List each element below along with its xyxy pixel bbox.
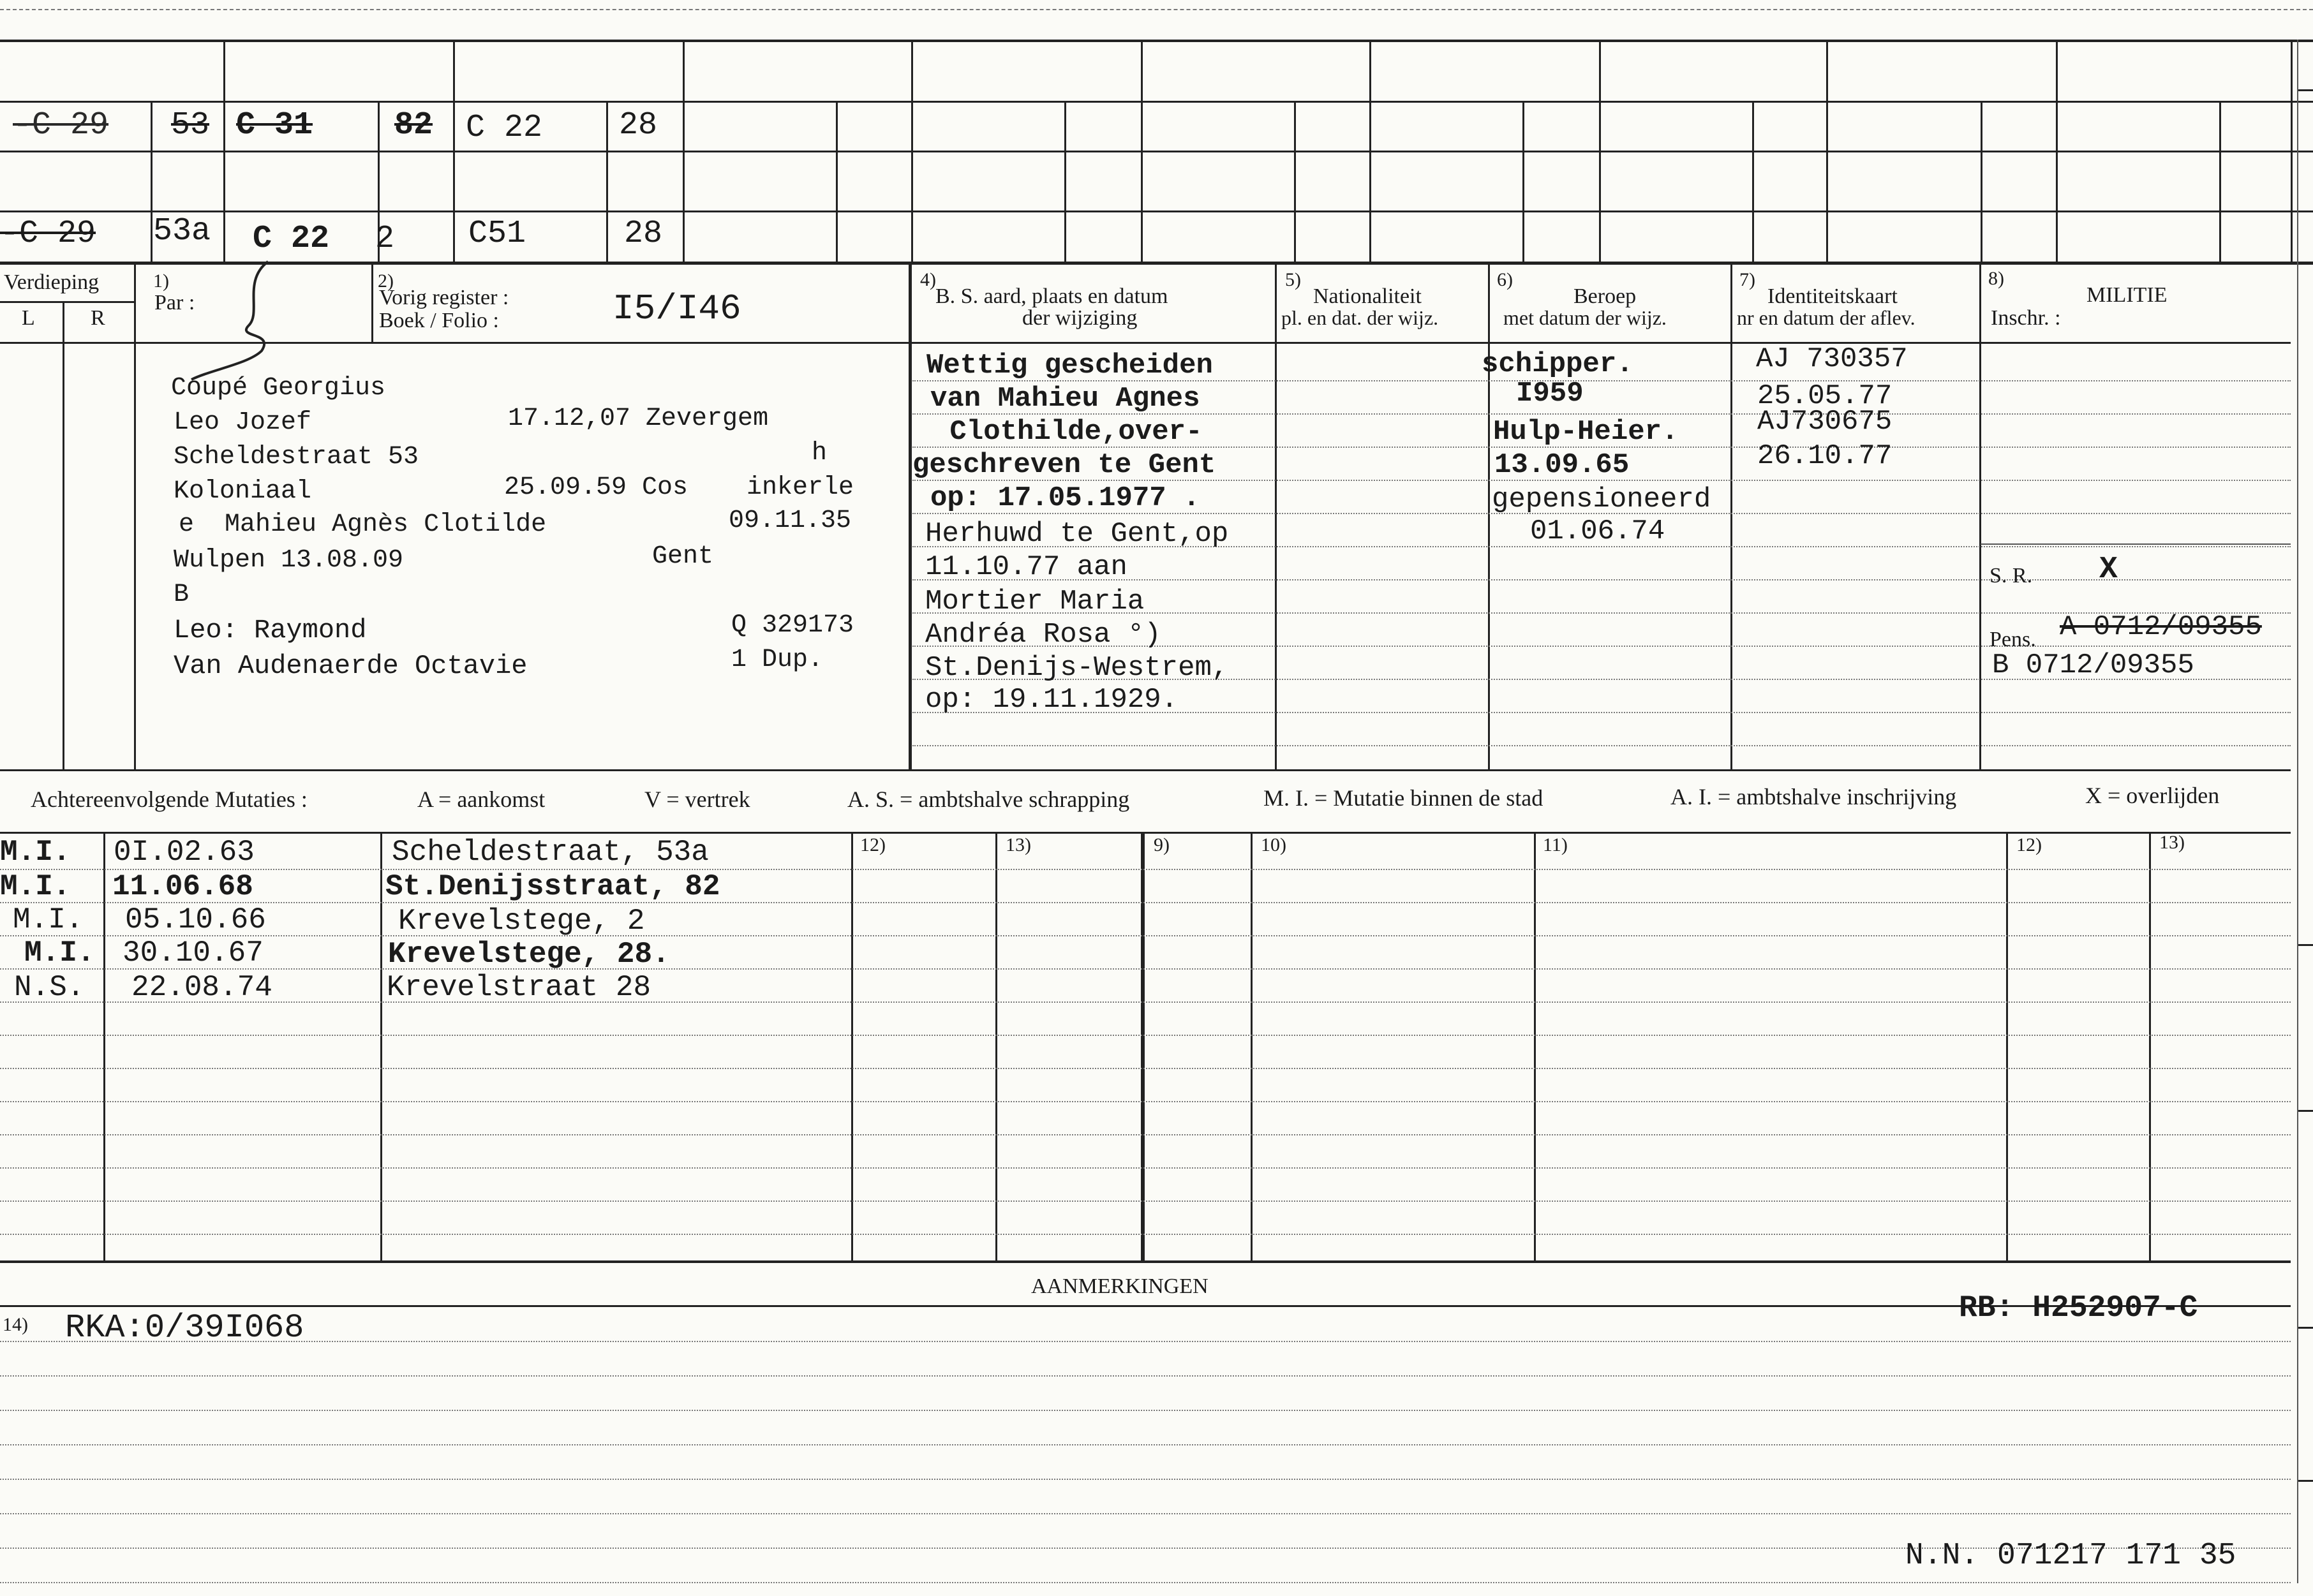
- register-value: I5/I46: [613, 288, 741, 329]
- legend-v: V = vertrek: [644, 787, 750, 812]
- verdieping-divider: [0, 301, 134, 303]
- ruled-line: [0, 935, 2291, 936]
- code-cell: C 22: [466, 110, 543, 146]
- top-divider: [606, 101, 608, 262]
- militie-divider: [1981, 543, 2291, 545]
- footnote-8: 8): [1988, 268, 2004, 289]
- mut-divider: [380, 832, 382, 1262]
- col-l-label: L: [22, 306, 35, 330]
- top-divider: [911, 40, 913, 262]
- footnote-6: 6): [1497, 269, 1513, 290]
- person-birth: 17.12,07 Zevergem: [508, 404, 769, 433]
- pens-label: Pens.: [1989, 628, 2036, 651]
- top-divider: [151, 101, 152, 262]
- mut-date: 11.06.68: [112, 870, 253, 903]
- ruled-line: [0, 1444, 2291, 1445]
- beroep-entry: Hulp-Heier.: [1493, 416, 1679, 448]
- top-divider: [223, 40, 225, 262]
- mut-date: 22.08.74: [131, 971, 272, 1004]
- bs-entry: Herhuwd te Gent,op: [925, 518, 1229, 550]
- beroep-entry: schipper.: [1482, 348, 1633, 380]
- top-divider: [683, 40, 685, 262]
- mut-col-number: 10): [1261, 834, 1286, 855]
- beroep-header-line2: met datum der wijz.: [1503, 306, 1667, 329]
- mut-date: 0I.02.63: [114, 836, 255, 869]
- pens-new: B 0712/09355: [1992, 649, 2194, 681]
- person-spouse-birth: Wulpen 13.08.09: [174, 546, 404, 575]
- ruled-line: [0, 1101, 2291, 1102]
- mut-divider: [851, 832, 853, 1262]
- person-address: Scheldestraat 53: [174, 443, 419, 471]
- code-cell: 53: [171, 107, 210, 144]
- rka-value: RKA:0/39I068: [65, 1309, 304, 1347]
- person-dup: 1 Dup.: [731, 646, 824, 674]
- mut-col-number: 12): [2016, 834, 2042, 855]
- top-divider: [1826, 40, 1828, 262]
- aanm-top-line: [0, 1260, 2291, 1263]
- mut-date: 05.10.66: [125, 903, 266, 936]
- militie-left-border: [1979, 262, 1981, 771]
- code-cell: C51: [468, 216, 526, 252]
- ruled-line: [0, 1167, 2291, 1169]
- mut-col-number: 13): [1006, 834, 1031, 855]
- inschr-label: Inschr. :: [1991, 306, 2061, 330]
- top-divider: [1064, 101, 1066, 262]
- top-border-line: [0, 40, 2313, 42]
- row-line-4: [0, 262, 2313, 265]
- code-cell: C 31: [236, 107, 313, 144]
- person-q-number: Q 329173: [731, 611, 854, 640]
- footnote-1: 1): [153, 270, 169, 292]
- top-divider: [1369, 40, 1371, 262]
- par-right-border: [371, 262, 373, 342]
- row-line-2: [0, 151, 2313, 152]
- ruled-line: [0, 1513, 2291, 1514]
- nat-left-border: [1275, 262, 1277, 771]
- mut-address: Scheldestraat, 53a: [392, 836, 709, 869]
- top-divider: [2219, 101, 2221, 262]
- mut-code: M.I.: [0, 870, 71, 903]
- bs-entry: 11.10.77 aan: [925, 551, 1127, 583]
- bs-entry: Andréa Rosa °): [925, 619, 1161, 651]
- person-place: inkerle: [747, 473, 854, 502]
- bs-left-border: [909, 262, 912, 771]
- mut-divider: [1251, 832, 1253, 1262]
- ruled-line: [0, 1001, 2291, 1003]
- mut-divider: [2006, 832, 2008, 1262]
- top-divider: [836, 101, 838, 262]
- code-cell: -C 29: [13, 107, 109, 144]
- col-r-label: R: [91, 306, 105, 330]
- bs-header-line2: der wijziging: [1022, 306, 1138, 330]
- nat-header-line1: Nationaliteit: [1313, 284, 1422, 308]
- person-given-names: Leo Jozef: [174, 408, 312, 437]
- mut-col-number: 11): [1543, 834, 1568, 855]
- mut-divider: [1141, 832, 1145, 1262]
- ruled-line: [0, 1375, 2291, 1377]
- edge-tick: [2297, 1480, 2313, 1482]
- beroep-header-line1: Beroep: [1573, 284, 1637, 308]
- ruled-line: [0, 869, 2291, 870]
- verdieping-right-border: [134, 262, 136, 771]
- id-entry: 25.05.77: [1757, 380, 1893, 412]
- mut-divider: [2149, 832, 2151, 1262]
- person-name: Coupé Georgius: [171, 374, 386, 403]
- right-edge: [2297, 40, 2298, 1583]
- mut-divider: [103, 832, 105, 1262]
- nn-number: N.N. 071217 171 35: [1905, 1539, 2236, 1573]
- sr-value: X: [2099, 552, 2118, 587]
- row-line-3: [0, 211, 2313, 212]
- id-header-line2: nr en datum der aflev.: [1737, 306, 1915, 329]
- mut-code: M.I.: [13, 903, 84, 936]
- mut-address: St.Denijsstraat, 82: [385, 870, 720, 903]
- edge-tick: [2297, 1110, 2313, 1112]
- ruled-line: [0, 1479, 2291, 1480]
- rb-value: RB: H252907-C: [1959, 1291, 2198, 1326]
- pens-old: A 0712/09355: [2060, 611, 2262, 643]
- person-spouse: e Mahieu Agnès Clotilde: [179, 510, 547, 539]
- top-divider: [1294, 101, 1296, 262]
- verdieping-label: Verdieping: [4, 270, 100, 294]
- footnote-4: 4): [920, 269, 936, 290]
- top-divider: [1981, 101, 1982, 262]
- legend-a: A = aankomst: [417, 787, 546, 812]
- legend-bottom-line: [0, 832, 2291, 834]
- mut-code: M.I.: [24, 936, 95, 970]
- ruled-line: [0, 1035, 2291, 1036]
- sr-label: S. R.: [1989, 564, 2033, 587]
- top-divider: [1141, 40, 1143, 262]
- code-cell: 28: [619, 107, 658, 144]
- militie-header: MILITIE: [2086, 283, 2168, 307]
- mut-code: N.S.: [14, 971, 85, 1004]
- legend-title: Achtereenvolgende Mutaties :: [31, 787, 308, 812]
- person-father: Leo: Raymond: [174, 615, 367, 646]
- code-cell: -C 29: [0, 216, 96, 252]
- id-entry: 26.10.77: [1757, 440, 1893, 472]
- ruled-line: [0, 1582, 2291, 1583]
- header-bottom-line: [0, 342, 2291, 344]
- legend-ai: A. I. = ambtshalve inschrijving: [1670, 784, 1957, 809]
- beroep-entry: gepensioneerd: [1492, 484, 1711, 515]
- edge-tick: [2297, 262, 2313, 263]
- person-b: B: [174, 580, 190, 609]
- mut-address: Krevelstraat 28: [387, 971, 651, 1004]
- person-occupation: Koloniaal: [174, 477, 312, 506]
- id-entry: AJ 730357: [1756, 343, 1908, 375]
- footnote-7: 7): [1739, 269, 1755, 290]
- edge-tick: [2297, 944, 2313, 946]
- legend-top-line: [0, 769, 2291, 771]
- mut-divider: [995, 832, 997, 1262]
- bs-entry: Clothilde,over-: [933, 416, 1203, 448]
- beroep-entry: I959: [1516, 378, 1584, 410]
- beroep-entry: 01.06.74: [1530, 515, 1665, 547]
- vorig-register-label: Vorig register :: [379, 286, 509, 309]
- ruled-line: [912, 745, 2291, 746]
- ruled-line: [0, 1134, 2291, 1135]
- mut-address: Krevelstege, 28.: [388, 938, 670, 971]
- id-header-line1: Identiteitskaart: [1767, 284, 1898, 308]
- top-divider: [1522, 101, 1524, 262]
- mut-divider: [1534, 832, 1536, 1262]
- ruled-line: [0, 1341, 2291, 1342]
- code-cell: 2: [375, 221, 395, 257]
- torn-edge-line: [0, 9, 2313, 10]
- ruled-line: [0, 1068, 2291, 1069]
- ruled-line: [0, 902, 2291, 903]
- code-cell: 82: [394, 107, 433, 144]
- aanm-title-line: [0, 1305, 2291, 1307]
- mut-date: 30.10.67: [123, 936, 264, 970]
- person-date: 25.09.59 Cos: [504, 473, 688, 502]
- boek-folio-label: Boek / Folio :: [379, 309, 499, 332]
- person-h: h: [812, 439, 828, 468]
- top-divider: [1752, 101, 1754, 262]
- edge-tick: [2297, 89, 2313, 91]
- footnote-2: 2): [378, 270, 394, 292]
- row-line-1: [0, 101, 2313, 103]
- edge-tick: [2297, 1327, 2313, 1329]
- mut-code: M.I.: [0, 836, 71, 869]
- person-mother: Van Audenaerde Octavie: [174, 651, 528, 681]
- par-label: Par :: [154, 291, 195, 314]
- person-spouse-date: 09.11.35: [729, 506, 852, 535]
- code-cell: C 22: [253, 221, 330, 257]
- beroep-entry: 13.09.65: [1494, 449, 1630, 481]
- ink-stroke-mark: [185, 255, 300, 383]
- ruled-line: [0, 1201, 2291, 1202]
- top-divider: [2056, 40, 2058, 262]
- bs-header-line1: B. S. aard, plaats en datum: [935, 284, 1168, 308]
- bs-entry: op: 17.05.1977 .: [930, 482, 1200, 514]
- ruled-line: [0, 968, 2291, 970]
- person-gent: Gent: [652, 542, 714, 571]
- mut-col-number: 13): [2159, 832, 2185, 853]
- bs-entry: Mortier Maria: [925, 586, 1145, 617]
- footnote-14: 14): [3, 1314, 28, 1335]
- ruled-line: [0, 1234, 2291, 1235]
- legend-mi: M. I. = Mutatie binnen de stad: [1263, 785, 1543, 811]
- mut-address: Krevelstege, 2: [398, 905, 645, 938]
- aanmerkingen-title: AANMERKINGEN: [1031, 1275, 1209, 1298]
- top-divider: [453, 40, 455, 262]
- lr-divider: [63, 301, 64, 771]
- mut-col-number: 12): [860, 834, 886, 855]
- code-cell: 53a: [153, 213, 211, 249]
- bs-entry: Wettig gescheiden: [926, 350, 1213, 381]
- legend-as: A. S. = ambtshalve schrapping: [847, 787, 1130, 812]
- beroep-left-border: [1488, 262, 1490, 771]
- ruled-line: [0, 1410, 2291, 1411]
- id-left-border: [1730, 262, 1732, 771]
- bs-entry: geschreven te Gent: [912, 449, 1216, 481]
- id-entry: AJ730675: [1757, 406, 1893, 438]
- footnote-5: 5): [1285, 269, 1301, 290]
- bs-entry: St.Denijs-Westrem,: [925, 652, 1229, 684]
- nat-header-line2: pl. en dat. der wijz.: [1281, 306, 1439, 329]
- top-divider: [1599, 40, 1601, 262]
- bs-entry: op: 19.11.1929.: [925, 684, 1179, 716]
- code-cell: 28: [624, 216, 663, 252]
- legend-x: X = overlijden: [2085, 783, 2220, 808]
- bs-entry: van Mahieu Agnes: [930, 383, 1200, 415]
- top-divider: [2291, 40, 2293, 262]
- mut-col-number: 9): [1154, 834, 1170, 855]
